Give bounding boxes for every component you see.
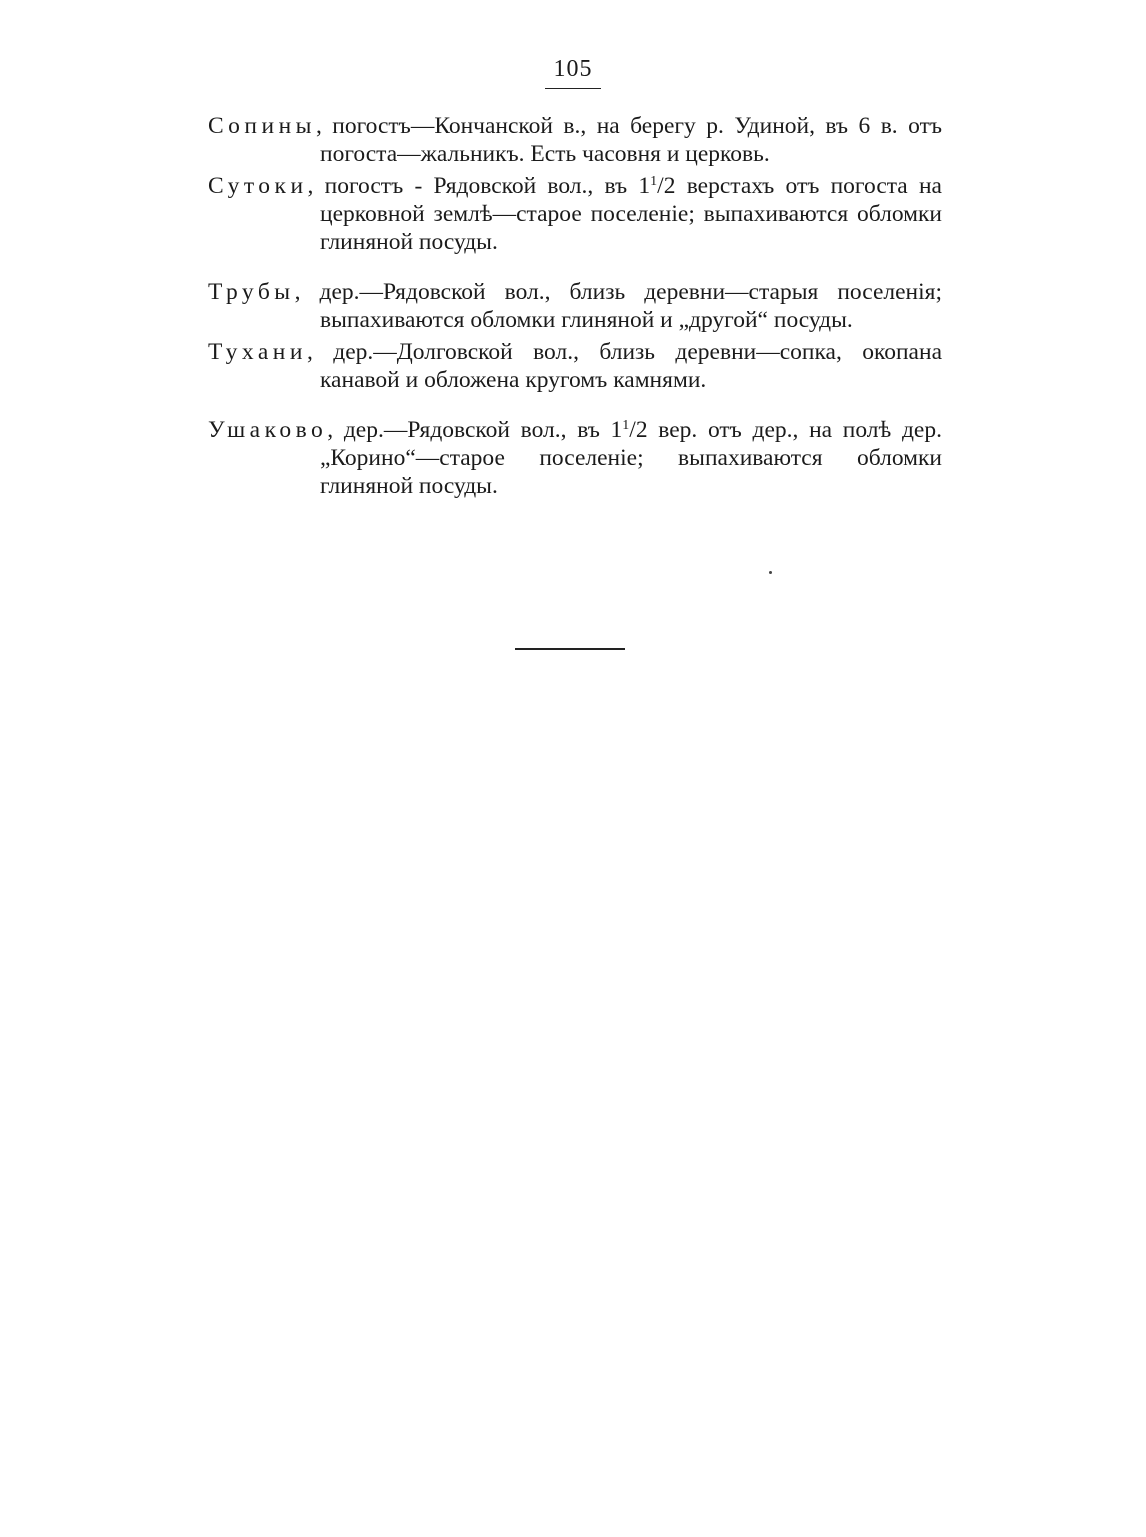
entry-head: Сутоки xyxy=(208,173,308,199)
entry-text: /2 верстахъ отъ погоста на церковной землѣ—старое поселеніе; выпахиваются обломки глиняной посуды. xyxy=(320,173,942,255)
entry-text: , погостъ—Кончанской в., на берегу р. Удиной, въ 6 в. отъ погоста—жальникъ. Есть часовня и церковь. xyxy=(315,113,942,167)
entry-text: , погостъ - Рядовской вол., въ 1 xyxy=(307,173,651,199)
entry-head: Ушаково xyxy=(208,417,328,443)
entry-text: , дер.—Долговской вол., близь деревни—сопка, окопана канавой и обложена кругомъ камнями. xyxy=(306,339,942,393)
entry-head: Трубы xyxy=(208,279,295,305)
entry-truby xyxy=(208,278,942,334)
gazetteer-entries xyxy=(208,112,942,500)
entry-head: Сопины xyxy=(208,113,316,139)
entry-superscript: 1 xyxy=(622,418,630,433)
entry-tukhani xyxy=(208,338,942,394)
entry-text: , дер.—Рядовской вол., близь деревни—старыя поселенія; выпахиваются обломки глиняной и „другой“ посуды. xyxy=(294,279,942,333)
entry-superscript: 1 xyxy=(650,174,658,189)
print-speck xyxy=(769,571,772,574)
entry-head: Тухани xyxy=(208,339,307,365)
closing-rule xyxy=(515,648,625,650)
page-number: 105 xyxy=(553,56,593,82)
entry-sutoki xyxy=(208,172,942,256)
entry-sopiny xyxy=(208,112,942,168)
page-number-underline xyxy=(545,88,601,89)
entry-text: /2 вер. отъ дер., на полѣ дер. „Корино“—старое поселеніе; выпахиваются обломки глиняной посуды. xyxy=(320,417,942,499)
entry-ushakovo xyxy=(208,416,942,500)
entry-text: , дер.—Рядовской вол., въ 1 xyxy=(327,417,623,443)
